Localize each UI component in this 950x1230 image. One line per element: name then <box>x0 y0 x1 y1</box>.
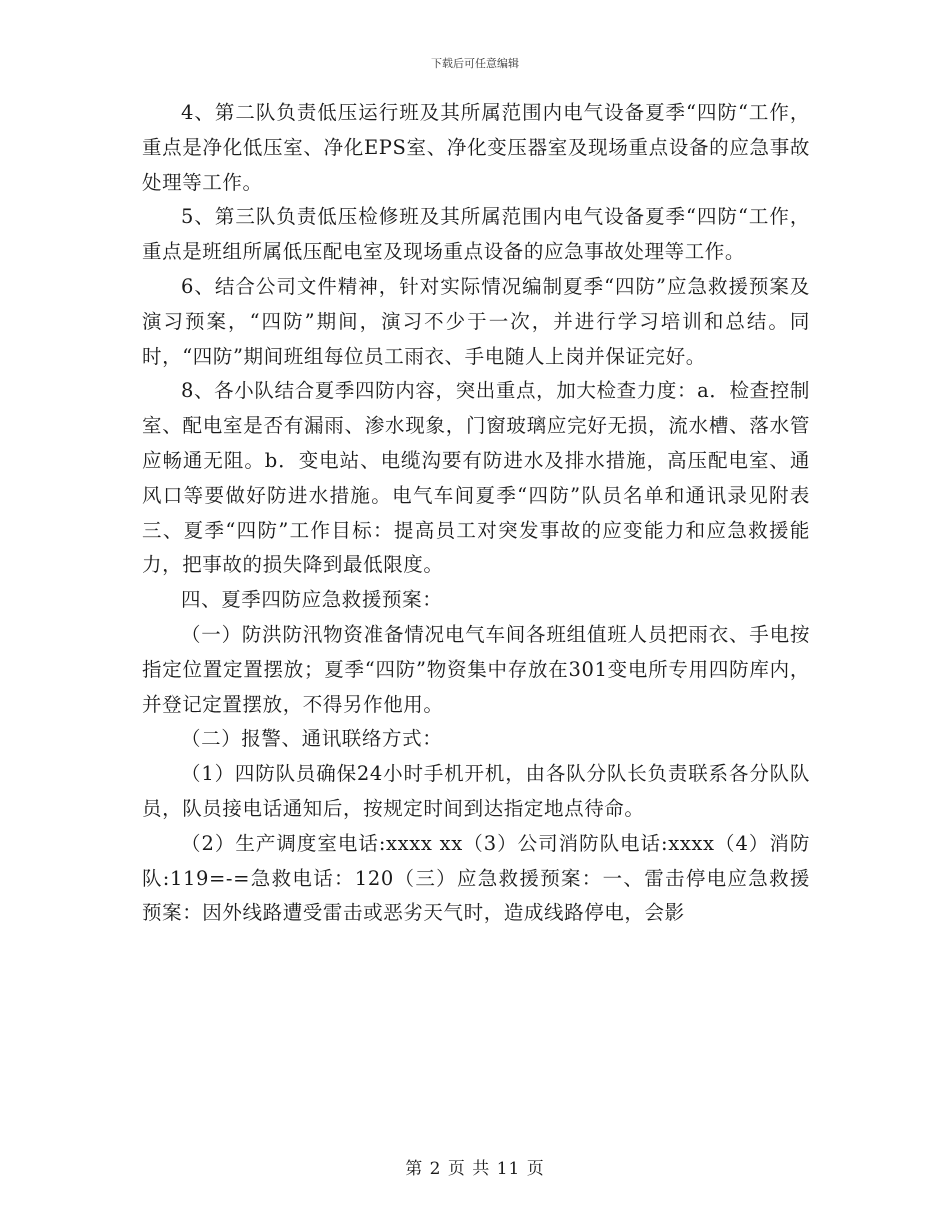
section-heading-4: 四、夏季四防应急救援预案： <box>181 588 443 612</box>
paragraph-item-6: 6、结合公司文件精神，针对实际情况编制夏季“四防”应急救援预案及演习预案，“四防”期间，演习不少于一次，并进行学习培训和总结。同时，“四防”期间班组每位员工雨衣、手电随人上岗并保证完好。 <box>142 274 810 368</box>
paragraph-item-8: 8、各小队结合夏季四防内容，突出重点，加大检查力度：a．检查控制室、配电室是否有漏雨、渗水现象，门窗玻璃应完好无损，流水槽、落水管应畅通无阻。b．变电站、电缆沟要有防进水及排水措施，高压配电室、通风口等要做好防进水措施。电气车间夏季“四防”队员名单和通讯录见附表三、夏季“四防”工作目标：提高员工对突发事故的应变能力和应急救援能力，把事故的损失降到最低限度。 <box>142 379 810 577</box>
page-header: 下载后可任意编辑 <box>431 57 519 70</box>
paragraph-supplies: （一）防洪防汛物资准备情况电气车间各班组值班人员把雨衣、手电按指定位置定置摆放；夏季“四防”物资集中存放在301变电所专用四防库内，并登记定置摆放，不得另作他用。 <box>142 622 810 716</box>
paragraph-contact-1: （1）四防队员确保24小时手机开机，由各队分队长负责联系各分队队员，队员接电话通知后，按规定时间到达指定地点待命。 <box>142 762 810 820</box>
paragraph-item-5: 5、第三队负责低压检修班及其所属范围内电气设备夏季“四防“工作，重点是班组所属低压配电室及现场重点设备的应急事故处理等工作。 <box>142 205 810 264</box>
document-body <box>142 96 810 931</box>
paragraph-contact-2: （2）生产调度室电话:xxxx xx（3）公司消防队电话:xxxx（4）消防队:119=-=急救电话：120（三）应急救援预案：一、雷击停电应急救援预案：因外线路遭受雷击或恶劣天气时，造成线路停电，会影 <box>142 831 810 925</box>
page-footer: 第 2 页 共 11 页 <box>405 1159 545 1179</box>
paragraph-item-4: 4、第二队负责低压运行班及其所属范围内电气设备夏季“四防“工作，重点是净化低压室、净化EPS室、净化变压器室及现场重点设备的应急事故处理等工作。 <box>142 101 810 194</box>
subheading-contact: （二）报警、通讯联络方式： <box>181 727 443 751</box>
